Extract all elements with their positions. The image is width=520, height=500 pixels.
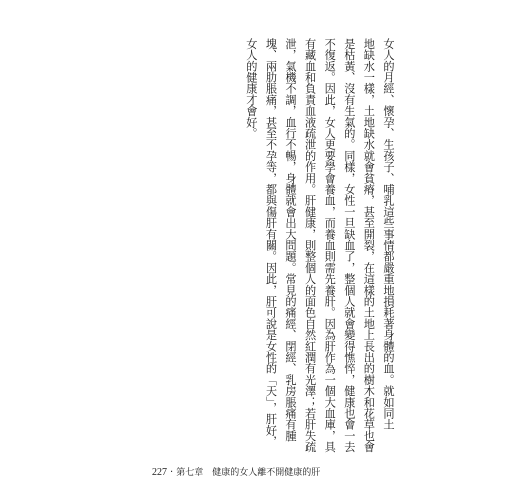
vertical-body-text <box>241 38 398 453</box>
text-column: 女人的月經、懷孕、生孩子、哺乳這些事情都嚴重地損耗著身體的血。就如同土 <box>382 38 395 430</box>
footer-separator: ‧ <box>170 467 174 478</box>
page-number: 227 <box>152 467 167 478</box>
page-footer <box>152 465 320 478</box>
text-column: 是枯黃、沒有生氣的。同樣，女性一旦缺血了，整個人就會變得憔悴，健康也會一去 <box>342 38 356 453</box>
chapter-title: 第七章 健康的女人離不開健康的肝 <box>176 468 321 478</box>
text-column: 不復返。因此，女人更要學會養血，而養血則需先養肝。因為肝作為一個大血庫，具 <box>323 38 337 453</box>
text-column: 塊、兩肋脹痛，甚至不孕等，都與傷肝有關。因此，肝可說是女性的「天」，肝好， <box>264 38 278 447</box>
text-column: 有藏血和負責血液疏泄的作用。肝健康，則整個人的面色自然紅潤有光澤；若肝失疏 <box>303 38 317 453</box>
text-column: 泄，氣機不調，血行不暢，身體就會出大問題。常見的痛經、閉經、乳房脹痛有腫 <box>284 38 298 442</box>
text-column: 地缺水一樣，土地缺水就會貧瘠，甚至開裂，在這樣的土地上長出的樹木和花草也會 <box>362 38 376 453</box>
text-column: 女人的健康才會好。 <box>244 38 258 139</box>
